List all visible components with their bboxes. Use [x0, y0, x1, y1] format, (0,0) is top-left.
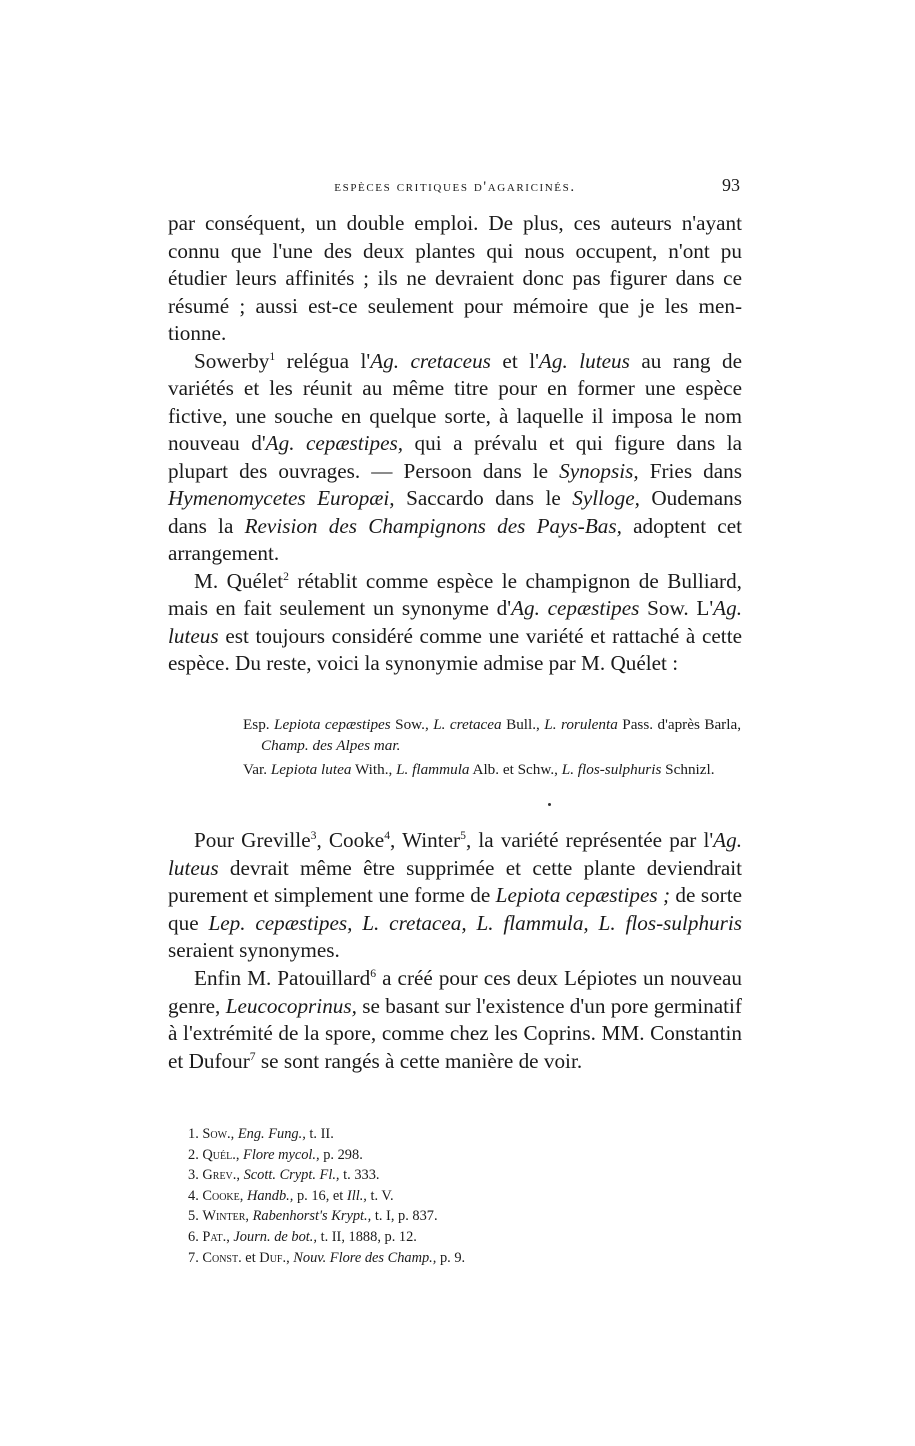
- text-run: Oudemans dans la: [168, 486, 742, 538]
- text-run: et: [241, 1249, 260, 1266]
- italic-run: Ag. cepæstipes,: [265, 431, 404, 455]
- footnote: [188, 1186, 708, 1207]
- text-run: , la variété représentée par l': [465, 828, 714, 852]
- text-run: With.,: [351, 761, 397, 778]
- paragraph: [168, 348, 742, 568]
- text-run: p. 9.: [436, 1249, 466, 1266]
- italic-run: Flore mycol.,: [243, 1146, 320, 1163]
- text-run: ,: [230, 1126, 238, 1142]
- italic-run: Lepiota lutea: [270, 761, 352, 778]
- text-run: M. Quélet: [194, 568, 284, 593]
- italic-run: Ill.,: [346, 1187, 367, 1204]
- italic-run: Synopsis,: [559, 458, 639, 483]
- text-run: 4.: [188, 1187, 203, 1204]
- text-run: de sorte que: [168, 883, 743, 935]
- text-run: p. 298.: [319, 1146, 363, 1163]
- text-run: t. II.: [305, 1126, 334, 1142]
- text-run: t. V.: [366, 1187, 394, 1204]
- page-number: 93: [722, 175, 740, 195]
- author-abbrev: Winter: [202, 1208, 246, 1225]
- text-run: ,: [235, 1146, 244, 1163]
- main-text: [168, 210, 742, 678]
- text-run: p. 16, et: [293, 1187, 347, 1204]
- text-run: Enfin M. Patouillard: [194, 965, 371, 990]
- italic-run: Lepiota cepæstipes: [274, 716, 391, 733]
- text-run: seraient synonymes.: [168, 938, 340, 963]
- text-run: Fries dans: [638, 458, 742, 483]
- author-abbrev: Cooke: [202, 1187, 240, 1204]
- italic-run: Eng. Fung.,: [237, 1126, 306, 1142]
- text-run: , Winter: [390, 828, 461, 852]
- italic-run: Revision des Champignons des Pays-Bas,: [244, 513, 622, 538]
- text-run: t. 333.: [339, 1167, 380, 1184]
- italic-run: Scott. Crypt. Fl.,: [243, 1167, 340, 1184]
- text-run: Sow.,: [390, 716, 434, 733]
- text-run: 6.: [188, 1228, 203, 1245]
- text-run: 2.: [188, 1146, 203, 1163]
- footnote: [188, 1248, 708, 1269]
- main-text-continued: [168, 827, 742, 1075]
- text-run: ,: [245, 1208, 253, 1225]
- author-abbrev: Grev.: [202, 1167, 237, 1184]
- text-run: et l': [490, 348, 539, 373]
- text-run: adoptent cet arrangement.: [168, 513, 742, 565]
- author-abbrev: Pat.: [202, 1228, 227, 1245]
- text-run: rétablit comme espèce le champignon de Bulliard, mais en fait seulement un synonyme d': [168, 568, 742, 620]
- text-run: se basant sur l'existence d'un pore germinatif à l'extrémité de la spore, comme chez les Coprins. MM. Constantin et Dufour: [168, 993, 742, 1073]
- italic-run: Ag. luteus: [168, 596, 743, 648]
- italic-run: Champ. des Alpes mar.: [261, 737, 401, 754]
- paragraph: [168, 210, 742, 348]
- italic-run: Sylloge,: [572, 486, 640, 510]
- footnote-ref: 2: [283, 569, 289, 583]
- text-run: ,: [226, 1228, 234, 1245]
- italic-run: L. flammula: [396, 761, 470, 778]
- footnote-ref: 6: [370, 966, 377, 980]
- author-abbrev: Sow.: [202, 1126, 231, 1142]
- text-run: t. II, 1888, p. 12.: [316, 1228, 417, 1245]
- text-run: t. I, p. 837.: [371, 1208, 438, 1225]
- footnote: [188, 1124, 708, 1145]
- text-run: Sowerby: [194, 348, 270, 373]
- text-run: relégua l': [275, 348, 371, 373]
- text-run: Bull.,: [501, 716, 545, 733]
- text-run: , Cooke: [316, 828, 385, 852]
- italic-run: Rabenhorst's Krypt.,: [252, 1208, 372, 1225]
- text-run: qui a prévalu et qui figure dans la plupart des ouvrages. — Persoon dans le: [168, 431, 742, 483]
- text-run: ,: [236, 1167, 244, 1184]
- footnote: [188, 1227, 708, 1248]
- footnote-ref: 3: [310, 828, 317, 842]
- author-abbrev: Const.: [202, 1249, 242, 1266]
- text-run: 7.: [188, 1249, 203, 1266]
- text-run: Pour Greville: [194, 828, 311, 852]
- footnote-ref: 4: [384, 828, 391, 842]
- text-run: Sow. L': [639, 596, 714, 620]
- text-run: par conséquent, un double emploi. De plus, ces auteurs n'ayant connu que l'une des deux plantes qui nous occupent, n'ont pu étudier leurs affinités ; ils ne devraient donc pas figurer dans ce résumé ; aussi est-ce seulement pour mémoire que je les mentionne.: [168, 211, 742, 345]
- text-run: ,: [286, 1249, 294, 1266]
- text-run: ,: [239, 1187, 247, 1204]
- paragraph: [168, 568, 742, 678]
- text-run: Var.: [243, 761, 271, 778]
- italic-run: L. flos-sulphuris: [561, 761, 662, 778]
- italic-run: Handb.,: [246, 1187, 294, 1204]
- text-run: Schnizl.: [661, 761, 715, 778]
- running-head: [168, 175, 742, 197]
- footnote: [188, 1165, 708, 1186]
- italic-run: L. cretacea: [433, 716, 502, 733]
- italic-run: Ag. cretaceus: [370, 348, 491, 373]
- text-run: Pass. d'après Barla,: [617, 716, 741, 733]
- italic-run: L. rorulenta: [544, 716, 618, 733]
- italic-run: Nouv. Flore des Champ.,: [293, 1249, 437, 1266]
- italic-run: Lepiota cepæstipes ;: [495, 883, 671, 908]
- running-title: espèces critiques d'agaricinés.: [334, 179, 576, 195]
- italic-run: Lep. cepæstipes, L. cretacea, L. flammula, L. flos-sulphuris: [208, 910, 743, 935]
- text-run: Esp.: [243, 716, 275, 733]
- italic-run: Ag. luteus: [538, 348, 630, 373]
- text-run: Saccardo dans le: [394, 486, 573, 510]
- text-run: au rang de variétés et les réunit au même titre pour en former une espèce fictive, une souche en quelque sorte, à laquelle il imposa le nom nouveau d': [168, 348, 743, 455]
- synonymy-quote: [243, 714, 741, 783]
- footnote: [188, 1206, 708, 1227]
- italic-run: Ag. cepæstipes: [511, 596, 640, 620]
- print-speck: [548, 803, 551, 806]
- author-abbrev: Quél.: [202, 1146, 236, 1163]
- italic-run: Hymenomycetes Europæi,: [168, 486, 395, 510]
- footnote-ref: 7: [249, 1049, 256, 1063]
- italic-run: Journ. de bot.,: [233, 1228, 317, 1245]
- italic-run: Leucocoprinus,: [225, 993, 357, 1018]
- italic-run: Ag. luteus: [168, 828, 743, 880]
- paragraph: [168, 827, 742, 965]
- footnote: [188, 1145, 708, 1166]
- text-run: Alb. et Schw.,: [469, 761, 562, 778]
- synonymy-entry: [243, 714, 741, 756]
- text-run: 1.: [188, 1126, 203, 1142]
- paragraph: [168, 965, 742, 1075]
- text-run: se sont rangés à cette manière de voir.: [255, 1048, 583, 1073]
- text-run: a créé pour ces deux Lépiotes un nouveau genre,: [168, 965, 742, 1018]
- text-run: 5.: [188, 1208, 203, 1225]
- footnote-ref: 5: [460, 828, 466, 842]
- text-run: 3.: [188, 1167, 203, 1184]
- text-run: est toujours considéré comme une variété et rattaché à cette espèce. Du reste, voici la synonymie admise par M. Quélet :: [168, 623, 742, 675]
- author-abbrev: Duf.: [259, 1249, 287, 1266]
- synonymy-entry: [243, 759, 741, 780]
- footnotes: [188, 1124, 708, 1268]
- text-run: devrait même être supprimée et cette plante deviendrait purement et simplement une forme de: [168, 855, 742, 908]
- footnote-ref: 1: [269, 349, 276, 363]
